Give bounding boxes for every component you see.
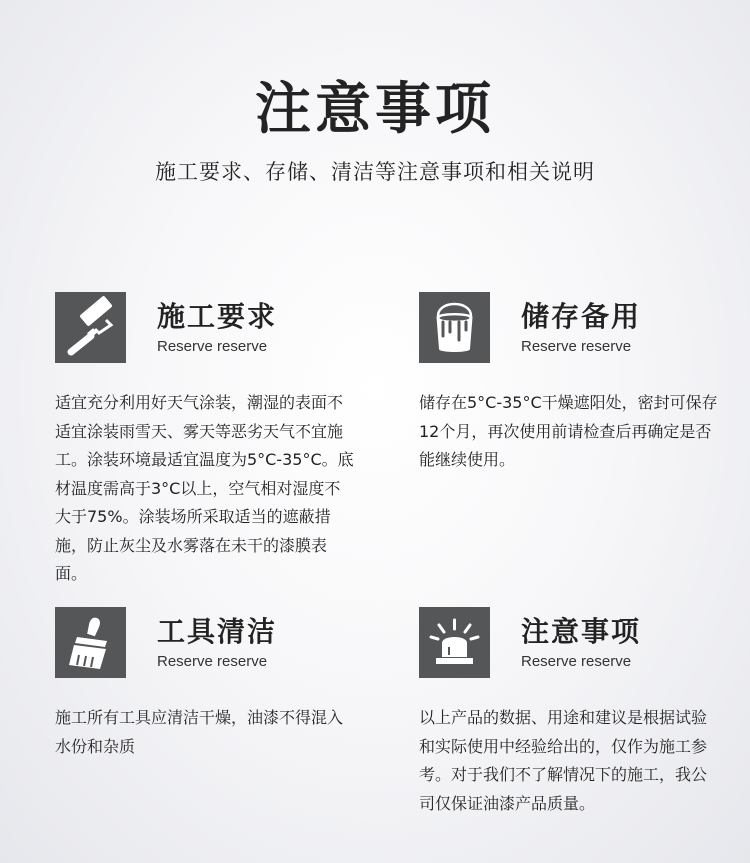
section-title: 工具清洁: [157, 615, 278, 648]
section-subtitle: Reserve reserve: [157, 338, 268, 355]
section-subtitle: Reserve reserve: [521, 653, 632, 670]
warning-light-icon: [419, 607, 490, 678]
section-title: 注意事项: [521, 615, 642, 648]
section-body: 以上产品的数据、用途和建议是根据试验和实际使用中经验给出的，仅作为施工参考。对于我们不了解情况下的施工，我公司仅保证油漆产品质量。: [419, 708, 708, 813]
paint-bucket-icon: [419, 292, 490, 363]
section-title: 施工要求: [157, 300, 278, 333]
brush-icon: [55, 607, 126, 678]
section-subtitle: Reserve reserve: [521, 338, 632, 355]
page-subtitle: 施工要求、存储、清洁等注意事项和相关说明: [155, 160, 595, 184]
page-title: 注意事项: [255, 77, 495, 142]
section-body: 施工所有工具应清洁干燥，油漆不得混入水份和杂质: [55, 708, 344, 756]
section-subtitle: Reserve reserve: [157, 653, 268, 670]
section-body: 储存在5°C-35°C干燥遮阳处，密封可保存12个月，再次使用前请检查后再确定是否能继续使用。: [419, 393, 718, 469]
section-body: 适宜充分利用好天气涂装，潮湿的表面不适宜涂装雨雪天、雾天等恶劣天气不宜施工。涂装环境最适宜温度为5°C-35°C。底材温度需高于3°C以上，空气相对湿度不大于75%。涂装场所采取适当的遮蔽措施，防止灰尘及水雾落在未干的漆膜表面。: [55, 393, 354, 583]
section-title: 储存备用: [521, 300, 642, 333]
paint-roller-icon: [55, 292, 126, 363]
